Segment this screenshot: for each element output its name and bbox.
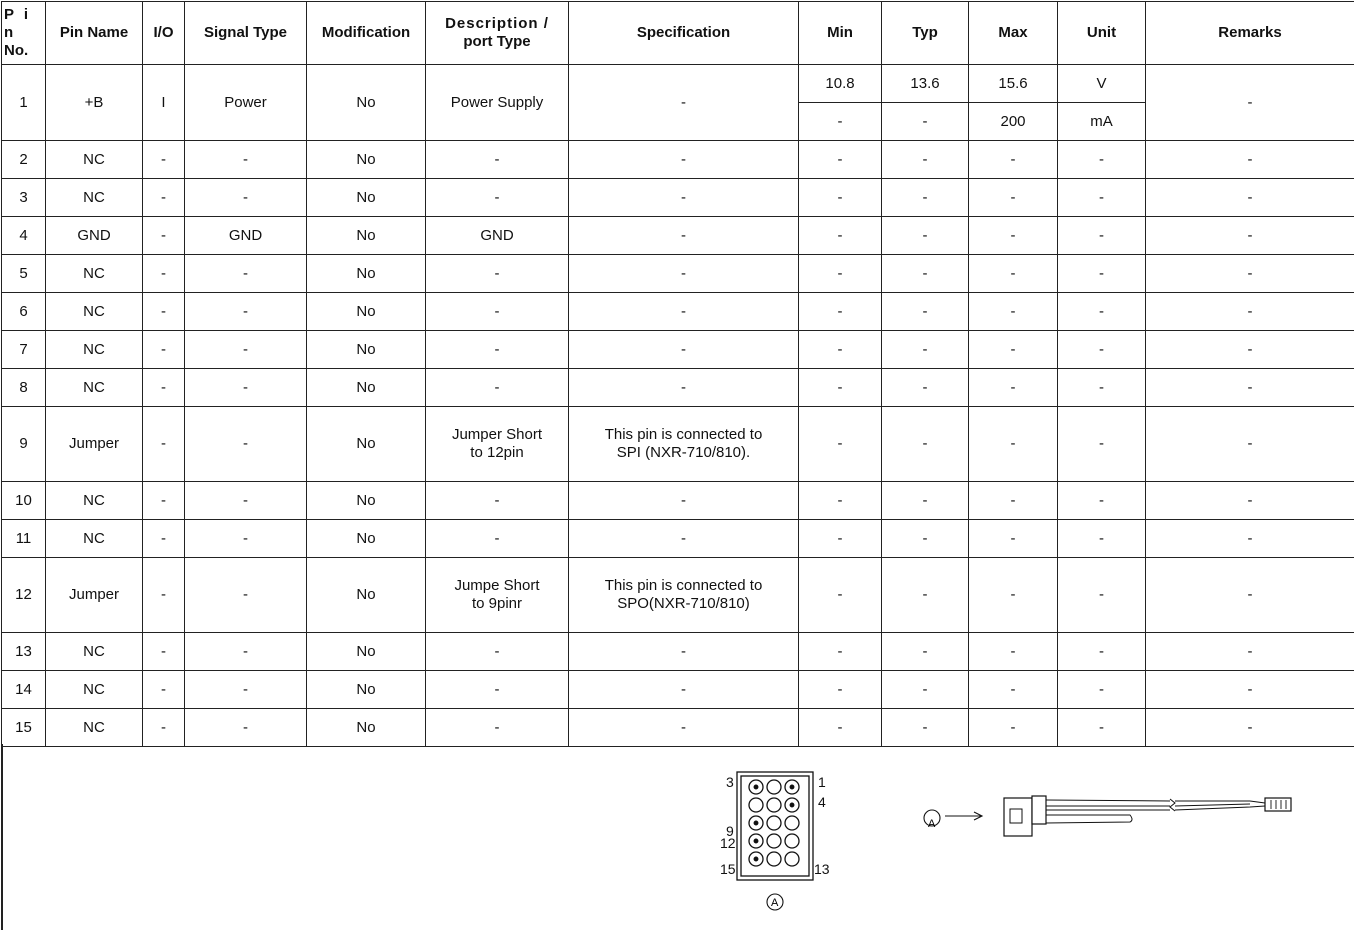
- pin-specification: -: [569, 633, 799, 671]
- pin-max: -: [969, 671, 1058, 709]
- pin-min: -: [799, 671, 882, 709]
- pin-unit: -: [1058, 141, 1146, 179]
- pin-specification: -: [569, 179, 799, 217]
- pin-io: -: [143, 482, 185, 520]
- pin-io: -: [143, 369, 185, 407]
- pin-signal-type: GND: [185, 217, 307, 255]
- pin-modification: No: [307, 141, 426, 179]
- header-io: I/O: [143, 2, 185, 65]
- pin-min: -: [799, 407, 882, 482]
- pin-max: -: [969, 293, 1058, 331]
- specification-line: SPI (NXR-710/810).: [616, 444, 751, 461]
- pin-typ: -: [882, 633, 969, 671]
- pin-signal-type: Power: [185, 65, 307, 141]
- pin-unit: -: [1058, 709, 1146, 747]
- cable-diagram: [920, 790, 1320, 850]
- header-remarks: Remarks: [1146, 2, 1354, 65]
- description-line: to 12pin: [470, 444, 524, 461]
- connector-diagram: [720, 766, 850, 916]
- pin-min: -: [799, 482, 882, 520]
- pin-name: NC: [46, 293, 143, 331]
- pin-modification: No: [307, 255, 426, 293]
- pin-remarks: -: [1146, 671, 1354, 709]
- table-row: [2, 558, 1354, 633]
- table-row: [2, 217, 1354, 255]
- pin-modification: No: [307, 671, 426, 709]
- pin-specification: [569, 407, 799, 482]
- connector-label: A: [771, 897, 779, 909]
- pin-number: 2: [2, 141, 46, 179]
- pin-name: Jumper: [46, 407, 143, 482]
- pin-unit: V: [1058, 65, 1146, 103]
- pin-modification: No: [307, 293, 426, 331]
- pin-max: -: [969, 520, 1058, 558]
- header-specification: Specification: [569, 2, 799, 65]
- pin-io: -: [143, 293, 185, 331]
- pin-typ: -: [882, 217, 969, 255]
- pin-signal-type: -: [185, 558, 307, 633]
- table-row: [2, 369, 1354, 407]
- pin-number: 3: [2, 179, 46, 217]
- pin-typ: -: [882, 407, 969, 482]
- pin-unit: -: [1058, 482, 1146, 520]
- pin-min: -: [799, 520, 882, 558]
- pin-label-4: 4: [818, 794, 826, 810]
- pin-name: NC: [46, 331, 143, 369]
- pin-typ: -: [882, 255, 969, 293]
- pin-description: -: [426, 709, 569, 747]
- pin-io: -: [143, 141, 185, 179]
- pin-number: 7: [2, 331, 46, 369]
- pin-min: -: [799, 633, 882, 671]
- pin-io: -: [143, 633, 185, 671]
- pin-max: -: [969, 633, 1058, 671]
- table-row: [2, 671, 1354, 709]
- pin-description: -: [426, 520, 569, 558]
- pin-description: -: [426, 141, 569, 179]
- pin-modification: No: [307, 633, 426, 671]
- pin-io: -: [143, 179, 185, 217]
- pin-specification: -: [569, 709, 799, 747]
- pin-remarks: -: [1146, 709, 1354, 747]
- pin-number: 1: [2, 65, 46, 141]
- pin-number: 5: [2, 255, 46, 293]
- pin-specification: -: [569, 293, 799, 331]
- pin-specification: -: [569, 65, 799, 141]
- header-min: Min: [799, 2, 882, 65]
- header-modification: Modification: [307, 2, 426, 65]
- pin-description: -: [426, 482, 569, 520]
- pin-unit: -: [1058, 633, 1146, 671]
- pin-max: -: [969, 331, 1058, 369]
- pin-name: NC: [46, 633, 143, 671]
- table-row: [2, 407, 1354, 482]
- pin-max: -: [969, 179, 1058, 217]
- pin-min: -: [799, 217, 882, 255]
- pin-signal-type: -: [185, 407, 307, 482]
- header-row: [2, 2, 1354, 65]
- pin-label-3: 3: [726, 774, 734, 790]
- pin-number: 15: [2, 709, 46, 747]
- pin-min: -: [799, 293, 882, 331]
- pin-remarks: -: [1146, 331, 1354, 369]
- pin-modification: No: [307, 407, 426, 482]
- pin-description: GND: [426, 217, 569, 255]
- pin-number: 13: [2, 633, 46, 671]
- pin-name: NC: [46, 671, 143, 709]
- table-row: [2, 520, 1354, 558]
- pin-remarks: -: [1146, 217, 1354, 255]
- pin-unit: -: [1058, 179, 1146, 217]
- pin-unit: -: [1058, 369, 1146, 407]
- pin-min: -: [799, 369, 882, 407]
- pin-modification: No: [307, 65, 426, 141]
- pin-typ: -: [882, 709, 969, 747]
- pin-max: -: [969, 558, 1058, 633]
- pin-modification: No: [307, 520, 426, 558]
- pin-specification: -: [569, 141, 799, 179]
- pin-signal-type: -: [185, 709, 307, 747]
- pin-signal-type: -: [185, 633, 307, 671]
- pin-io: -: [143, 709, 185, 747]
- pin-typ: 13.6: [882, 65, 969, 103]
- pin-remarks: -: [1146, 633, 1354, 671]
- pin-signal-type: -: [185, 179, 307, 217]
- pin-unit: -: [1058, 407, 1146, 482]
- pin-min: -: [799, 179, 882, 217]
- pin-description: -: [426, 179, 569, 217]
- pin-max: -: [969, 407, 1058, 482]
- specification-line: SPO(NXR-710/810): [617, 595, 750, 612]
- specification-line: This pin is connected to: [604, 577, 763, 594]
- cable-label: A: [928, 818, 936, 830]
- pin-unit: -: [1058, 293, 1146, 331]
- pin-number: 10: [2, 482, 46, 520]
- pin-number: 11: [2, 520, 46, 558]
- pin-name: NC: [46, 520, 143, 558]
- header-pin-name: Pin Name: [46, 2, 143, 65]
- pin-modification: No: [307, 709, 426, 747]
- connector-pin-grid: [749, 780, 799, 866]
- pin-signal-type: -: [185, 141, 307, 179]
- pin-io: -: [143, 520, 185, 558]
- pin-modification: No: [307, 482, 426, 520]
- table-row: [2, 255, 1354, 293]
- pin-remarks: -: [1146, 65, 1354, 141]
- pin-signal-type: -: [185, 369, 307, 407]
- table-row: [2, 65, 1354, 103]
- pin-remarks: -: [1146, 293, 1354, 331]
- pin-remarks: -: [1146, 179, 1354, 217]
- pin-typ: -: [882, 103, 969, 141]
- pin-signal-type: -: [185, 482, 307, 520]
- pin-max: -: [969, 255, 1058, 293]
- table-row: [2, 709, 1354, 747]
- pin-min: -: [799, 141, 882, 179]
- pin-unit: -: [1058, 671, 1146, 709]
- pin-specification: -: [569, 369, 799, 407]
- pin-label-9: 9: [726, 823, 734, 839]
- pin-description: -: [426, 369, 569, 407]
- header-typ: Typ: [882, 2, 969, 65]
- header-max: Max: [969, 2, 1058, 65]
- table-row: [2, 141, 1354, 179]
- pin-remarks: -: [1146, 141, 1354, 179]
- pin-label-15: 15: [720, 861, 736, 877]
- pin-signal-type: -: [185, 293, 307, 331]
- pin-unit: -: [1058, 558, 1146, 633]
- pin-description: Power Supply: [426, 65, 569, 141]
- table-row: [2, 633, 1354, 671]
- description-line: Jumper Short: [451, 426, 543, 443]
- pin-description: [426, 407, 569, 482]
- pin-min: -: [799, 255, 882, 293]
- table-row: [2, 293, 1354, 331]
- pin-typ: -: [882, 179, 969, 217]
- pin-max: 200: [969, 103, 1058, 141]
- pin-name: +B: [46, 65, 143, 141]
- pin-name: NC: [46, 255, 143, 293]
- pin-modification: No: [307, 179, 426, 217]
- pin-description: -: [426, 255, 569, 293]
- pin-label-12: 12: [720, 835, 736, 851]
- pin-typ: -: [882, 482, 969, 520]
- pin-max: 15.6: [969, 65, 1058, 103]
- pin-max: -: [969, 482, 1058, 520]
- pin-table: [1, 1, 1354, 747]
- pin-specification: -: [569, 520, 799, 558]
- pin-io: -: [143, 331, 185, 369]
- pin-number: 4: [2, 217, 46, 255]
- header-description: Description / port Type: [426, 2, 569, 65]
- pin-specification: -: [569, 671, 799, 709]
- pin-description: [426, 558, 569, 633]
- pin-unit: -: [1058, 520, 1146, 558]
- pin-label-1: 1: [818, 774, 826, 790]
- pin-io: -: [143, 217, 185, 255]
- pin-unit: mA: [1058, 103, 1146, 141]
- pin-io: -: [143, 558, 185, 633]
- pin-description: -: [426, 331, 569, 369]
- pin-remarks: -: [1146, 255, 1354, 293]
- pin-unit: -: [1058, 217, 1146, 255]
- pin-modification: No: [307, 558, 426, 633]
- table-row: [2, 179, 1354, 217]
- header-unit: Unit: [1058, 2, 1146, 65]
- pin-specification: [569, 558, 799, 633]
- pin-number: 9: [2, 407, 46, 482]
- pin-min: -: [799, 331, 882, 369]
- pin-signal-type: -: [185, 255, 307, 293]
- pin-number: 12: [2, 558, 46, 633]
- pin-name: NC: [46, 369, 143, 407]
- description-line: Jumpe Short: [454, 577, 540, 594]
- specification-line: This pin is connected to: [604, 426, 763, 443]
- pin-remarks: -: [1146, 520, 1354, 558]
- pin-typ: -: [882, 369, 969, 407]
- pin-specification: -: [569, 255, 799, 293]
- pin-label-13: 13: [814, 861, 830, 877]
- pin-description: -: [426, 671, 569, 709]
- pin-max: -: [969, 369, 1058, 407]
- pin-modification: No: [307, 331, 426, 369]
- pin-remarks: -: [1146, 558, 1354, 633]
- pin-min: -: [799, 558, 882, 633]
- pin-signal-type: -: [185, 520, 307, 558]
- pin-number: 8: [2, 369, 46, 407]
- pin-specification: -: [569, 482, 799, 520]
- pin-name: Jumper: [46, 558, 143, 633]
- pin-typ: -: [882, 558, 969, 633]
- pin-min: -: [799, 709, 882, 747]
- pin-modification: No: [307, 369, 426, 407]
- pin-io: I: [143, 65, 185, 141]
- pin-name: GND: [46, 217, 143, 255]
- pin-min: 10.8: [799, 65, 882, 103]
- pin-name: NC: [46, 709, 143, 747]
- header-signal-type: Signal Type: [185, 2, 307, 65]
- pin-typ: -: [882, 331, 969, 369]
- pin-io: -: [143, 671, 185, 709]
- pin-remarks: -: [1146, 482, 1354, 520]
- table-row: [2, 331, 1354, 369]
- pin-specification: -: [569, 217, 799, 255]
- pin-min: -: [799, 103, 882, 141]
- pin-modification: No: [307, 217, 426, 255]
- pin-max: -: [969, 217, 1058, 255]
- pin-io: -: [143, 255, 185, 293]
- pin-name: NC: [46, 141, 143, 179]
- header-pin-no: P i n No.: [2, 2, 46, 65]
- pin-typ: -: [882, 293, 969, 331]
- pin-specification: -: [569, 331, 799, 369]
- pin-description: -: [426, 293, 569, 331]
- pin-typ: -: [882, 141, 969, 179]
- description-line: to 9pinr: [471, 595, 523, 612]
- pin-max: -: [969, 141, 1058, 179]
- pin-name: NC: [46, 179, 143, 217]
- pin-remarks: -: [1146, 407, 1354, 482]
- pin-signal-type: -: [185, 331, 307, 369]
- pin-unit: -: [1058, 331, 1146, 369]
- table-row: [2, 482, 1354, 520]
- pin-signal-type: -: [185, 671, 307, 709]
- pin-number: 14: [2, 671, 46, 709]
- pin-name: NC: [46, 482, 143, 520]
- pin-remarks: -: [1146, 369, 1354, 407]
- pin-unit: -: [1058, 255, 1146, 293]
- pin-max: -: [969, 709, 1058, 747]
- pin-description: -: [426, 633, 569, 671]
- pin-typ: -: [882, 520, 969, 558]
- pin-number: 6: [2, 293, 46, 331]
- pin-typ: -: [882, 671, 969, 709]
- pin-io: -: [143, 407, 185, 482]
